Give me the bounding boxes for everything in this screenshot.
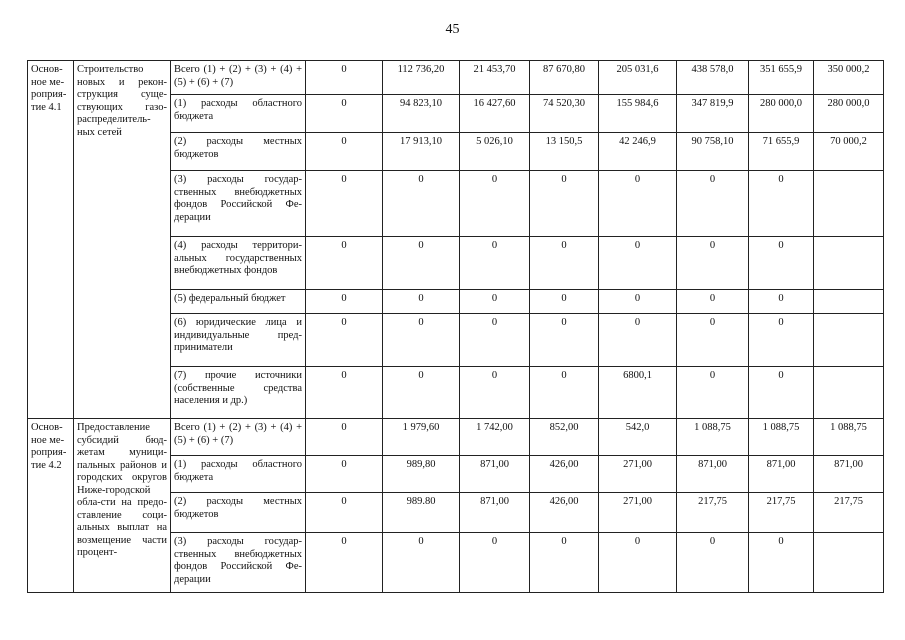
value-cell: 90 758,10 bbox=[677, 133, 749, 171]
value-cell: 21 453,70 bbox=[460, 61, 530, 95]
value-cell: 1 088,75 bbox=[677, 419, 749, 456]
value-cell: 0 bbox=[460, 367, 530, 419]
value-cell: 0 bbox=[460, 314, 530, 367]
value-cell: 0 bbox=[599, 533, 677, 593]
funding-source-cell: (7) прочие источники (собственные средства населения и др.) bbox=[171, 367, 306, 419]
funding-source-cell: (4) расходы территори-альных государственных внебюджетных фондов bbox=[171, 237, 306, 290]
value-cell bbox=[814, 171, 884, 237]
value-cell: 871,00 bbox=[677, 456, 749, 493]
value-cell: 0 bbox=[383, 171, 460, 237]
value-cell: 0 bbox=[530, 171, 599, 237]
value-cell: 426,00 bbox=[530, 493, 599, 533]
funding-source-cell: (2) расходы местных бюджетов bbox=[171, 133, 306, 171]
table-row bbox=[28, 419, 884, 456]
value-cell: 16 427,60 bbox=[460, 95, 530, 133]
value-cell: 217,75 bbox=[677, 493, 749, 533]
value-cell: 271,00 bbox=[599, 456, 677, 493]
measure-id-cell: Основ-ное ме-роприя-тие 4.1 bbox=[28, 61, 74, 419]
value-cell: 871,00 bbox=[749, 456, 814, 493]
value-cell bbox=[814, 290, 884, 314]
value-cell: 0 bbox=[530, 290, 599, 314]
value-cell: 112 736,20 bbox=[383, 61, 460, 95]
value-cell: 871,00 bbox=[460, 493, 530, 533]
value-cell: 0 bbox=[599, 171, 677, 237]
value-cell: 0 bbox=[677, 314, 749, 367]
value-cell: 205 031,6 bbox=[599, 61, 677, 95]
value-cell: 0 bbox=[383, 367, 460, 419]
value-cell: 17 913,10 bbox=[383, 133, 460, 171]
value-cell: 1 979,60 bbox=[383, 419, 460, 456]
value-cell: 0 bbox=[749, 533, 814, 593]
funding-source-cell: (6) юридические лица и индивидуальные пред-приниматели bbox=[171, 314, 306, 367]
value-cell: 347 819,9 bbox=[677, 95, 749, 133]
value-cell bbox=[814, 367, 884, 419]
value-cell: 0 bbox=[749, 171, 814, 237]
value-cell: 0 bbox=[306, 419, 383, 456]
value-cell: 852,00 bbox=[530, 419, 599, 456]
value-cell: 0 bbox=[677, 171, 749, 237]
funding-source-cell: (2) расходы местных бюджетов bbox=[171, 493, 306, 533]
value-cell: 0 bbox=[306, 61, 383, 95]
funding-source-cell: Всего (1) + (2) + (3) + (4) + (5) + (6) + (7) bbox=[171, 419, 306, 456]
funding-source-cell: (3) расходы государ-ственных внебюджетных фондов Российской Фе-дерации bbox=[171, 533, 306, 593]
value-cell: 0 bbox=[306, 314, 383, 367]
value-cell: 0 bbox=[749, 237, 814, 290]
value-cell: 542,0 bbox=[599, 419, 677, 456]
funding-source-cell: (1) расходы областного бюджета bbox=[171, 456, 306, 493]
value-cell: 0 bbox=[383, 290, 460, 314]
page-number: 45 bbox=[445, 22, 460, 37]
value-cell: 0 bbox=[530, 237, 599, 290]
value-cell: 0 bbox=[383, 533, 460, 593]
value-cell: 0 bbox=[306, 237, 383, 290]
funding-source-cell: Всего (1) + (2) + (3) + (4) + (5) + (6) + (7) bbox=[171, 61, 306, 95]
value-cell: 217,75 bbox=[749, 493, 814, 533]
value-cell: 0 bbox=[306, 133, 383, 171]
value-cell: 871,00 bbox=[814, 456, 884, 493]
value-cell: 0 bbox=[306, 456, 383, 493]
value-cell: 280 000,0 bbox=[749, 95, 814, 133]
funding-source-cell: (5) федеральный бюджет bbox=[171, 290, 306, 314]
value-cell: 0 bbox=[306, 367, 383, 419]
funding-source-cell: (1) расходы областного бюджета bbox=[171, 95, 306, 133]
value-cell: 42 246,9 bbox=[599, 133, 677, 171]
value-cell: 0 bbox=[383, 314, 460, 367]
value-cell: 0 bbox=[749, 290, 814, 314]
measure-name-cell: Строительство новых и рекон-струкция суще-ствующих газо-распределитель-ных сетей bbox=[74, 61, 171, 419]
value-cell: 0 bbox=[677, 237, 749, 290]
value-cell: 350 000,2 bbox=[814, 61, 884, 95]
value-cell: 6800,1 bbox=[599, 367, 677, 419]
value-cell: 0 bbox=[306, 533, 383, 593]
value-cell: 87 670,80 bbox=[530, 61, 599, 95]
measure-id-cell: Основ-ное ме-роприя-тие 4.2 bbox=[28, 419, 74, 593]
funding-source-cell: (3) расходы государ-ственных внебюджетных фондов Российской Фе-дерации bbox=[171, 171, 306, 237]
value-cell: 13 150,5 bbox=[530, 133, 599, 171]
value-cell: 1 088,75 bbox=[749, 419, 814, 456]
measure-name-cell: Предоставление субсидий бюд-жетам муници-пальных районов и городских округов Ниже-городской обла-сти на предо-ставление соци-альных выплат на возмещение части процент- bbox=[74, 419, 171, 593]
value-cell: 989,80 bbox=[383, 456, 460, 493]
value-cell: 0 bbox=[599, 290, 677, 314]
value-cell: 0 bbox=[749, 314, 814, 367]
value-cell: 271,00 bbox=[599, 493, 677, 533]
value-cell bbox=[814, 314, 884, 367]
value-cell: 0 bbox=[530, 533, 599, 593]
value-cell: 871,00 bbox=[460, 456, 530, 493]
value-cell: 0 bbox=[749, 367, 814, 419]
value-cell: 426,00 bbox=[530, 456, 599, 493]
value-cell: 0 bbox=[677, 367, 749, 419]
value-cell: 0 bbox=[306, 171, 383, 237]
value-cell: 0 bbox=[460, 237, 530, 290]
value-cell: 1 742,00 bbox=[460, 419, 530, 456]
value-cell: 0 bbox=[677, 533, 749, 593]
value-cell: 74 520,30 bbox=[530, 95, 599, 133]
value-cell: 155 984,6 bbox=[599, 95, 677, 133]
value-cell: 71 655,9 bbox=[749, 133, 814, 171]
budget-table bbox=[27, 60, 884, 593]
value-cell: 989.80 bbox=[383, 493, 460, 533]
value-cell: 0 bbox=[530, 314, 599, 367]
value-cell bbox=[814, 533, 884, 593]
value-cell: 0 bbox=[460, 290, 530, 314]
value-cell: 0 bbox=[306, 493, 383, 533]
value-cell: 280 000,0 bbox=[814, 95, 884, 133]
value-cell: 0 bbox=[530, 367, 599, 419]
value-cell: 351 655,9 bbox=[749, 61, 814, 95]
value-cell: 0 bbox=[460, 533, 530, 593]
value-cell: 70 000,2 bbox=[814, 133, 884, 171]
value-cell: 0 bbox=[677, 290, 749, 314]
value-cell bbox=[814, 237, 884, 290]
value-cell: 1 088,75 bbox=[814, 419, 884, 456]
value-cell: 438 578,0 bbox=[677, 61, 749, 95]
value-cell: 0 bbox=[306, 290, 383, 314]
value-cell: 0 bbox=[599, 314, 677, 367]
table-row bbox=[28, 61, 884, 95]
value-cell: 217,75 bbox=[814, 493, 884, 533]
value-cell: 0 bbox=[383, 237, 460, 290]
value-cell: 94 823,10 bbox=[383, 95, 460, 133]
value-cell: 0 bbox=[460, 171, 530, 237]
value-cell: 5 026,10 bbox=[460, 133, 530, 171]
value-cell: 0 bbox=[306, 95, 383, 133]
value-cell: 0 bbox=[599, 237, 677, 290]
